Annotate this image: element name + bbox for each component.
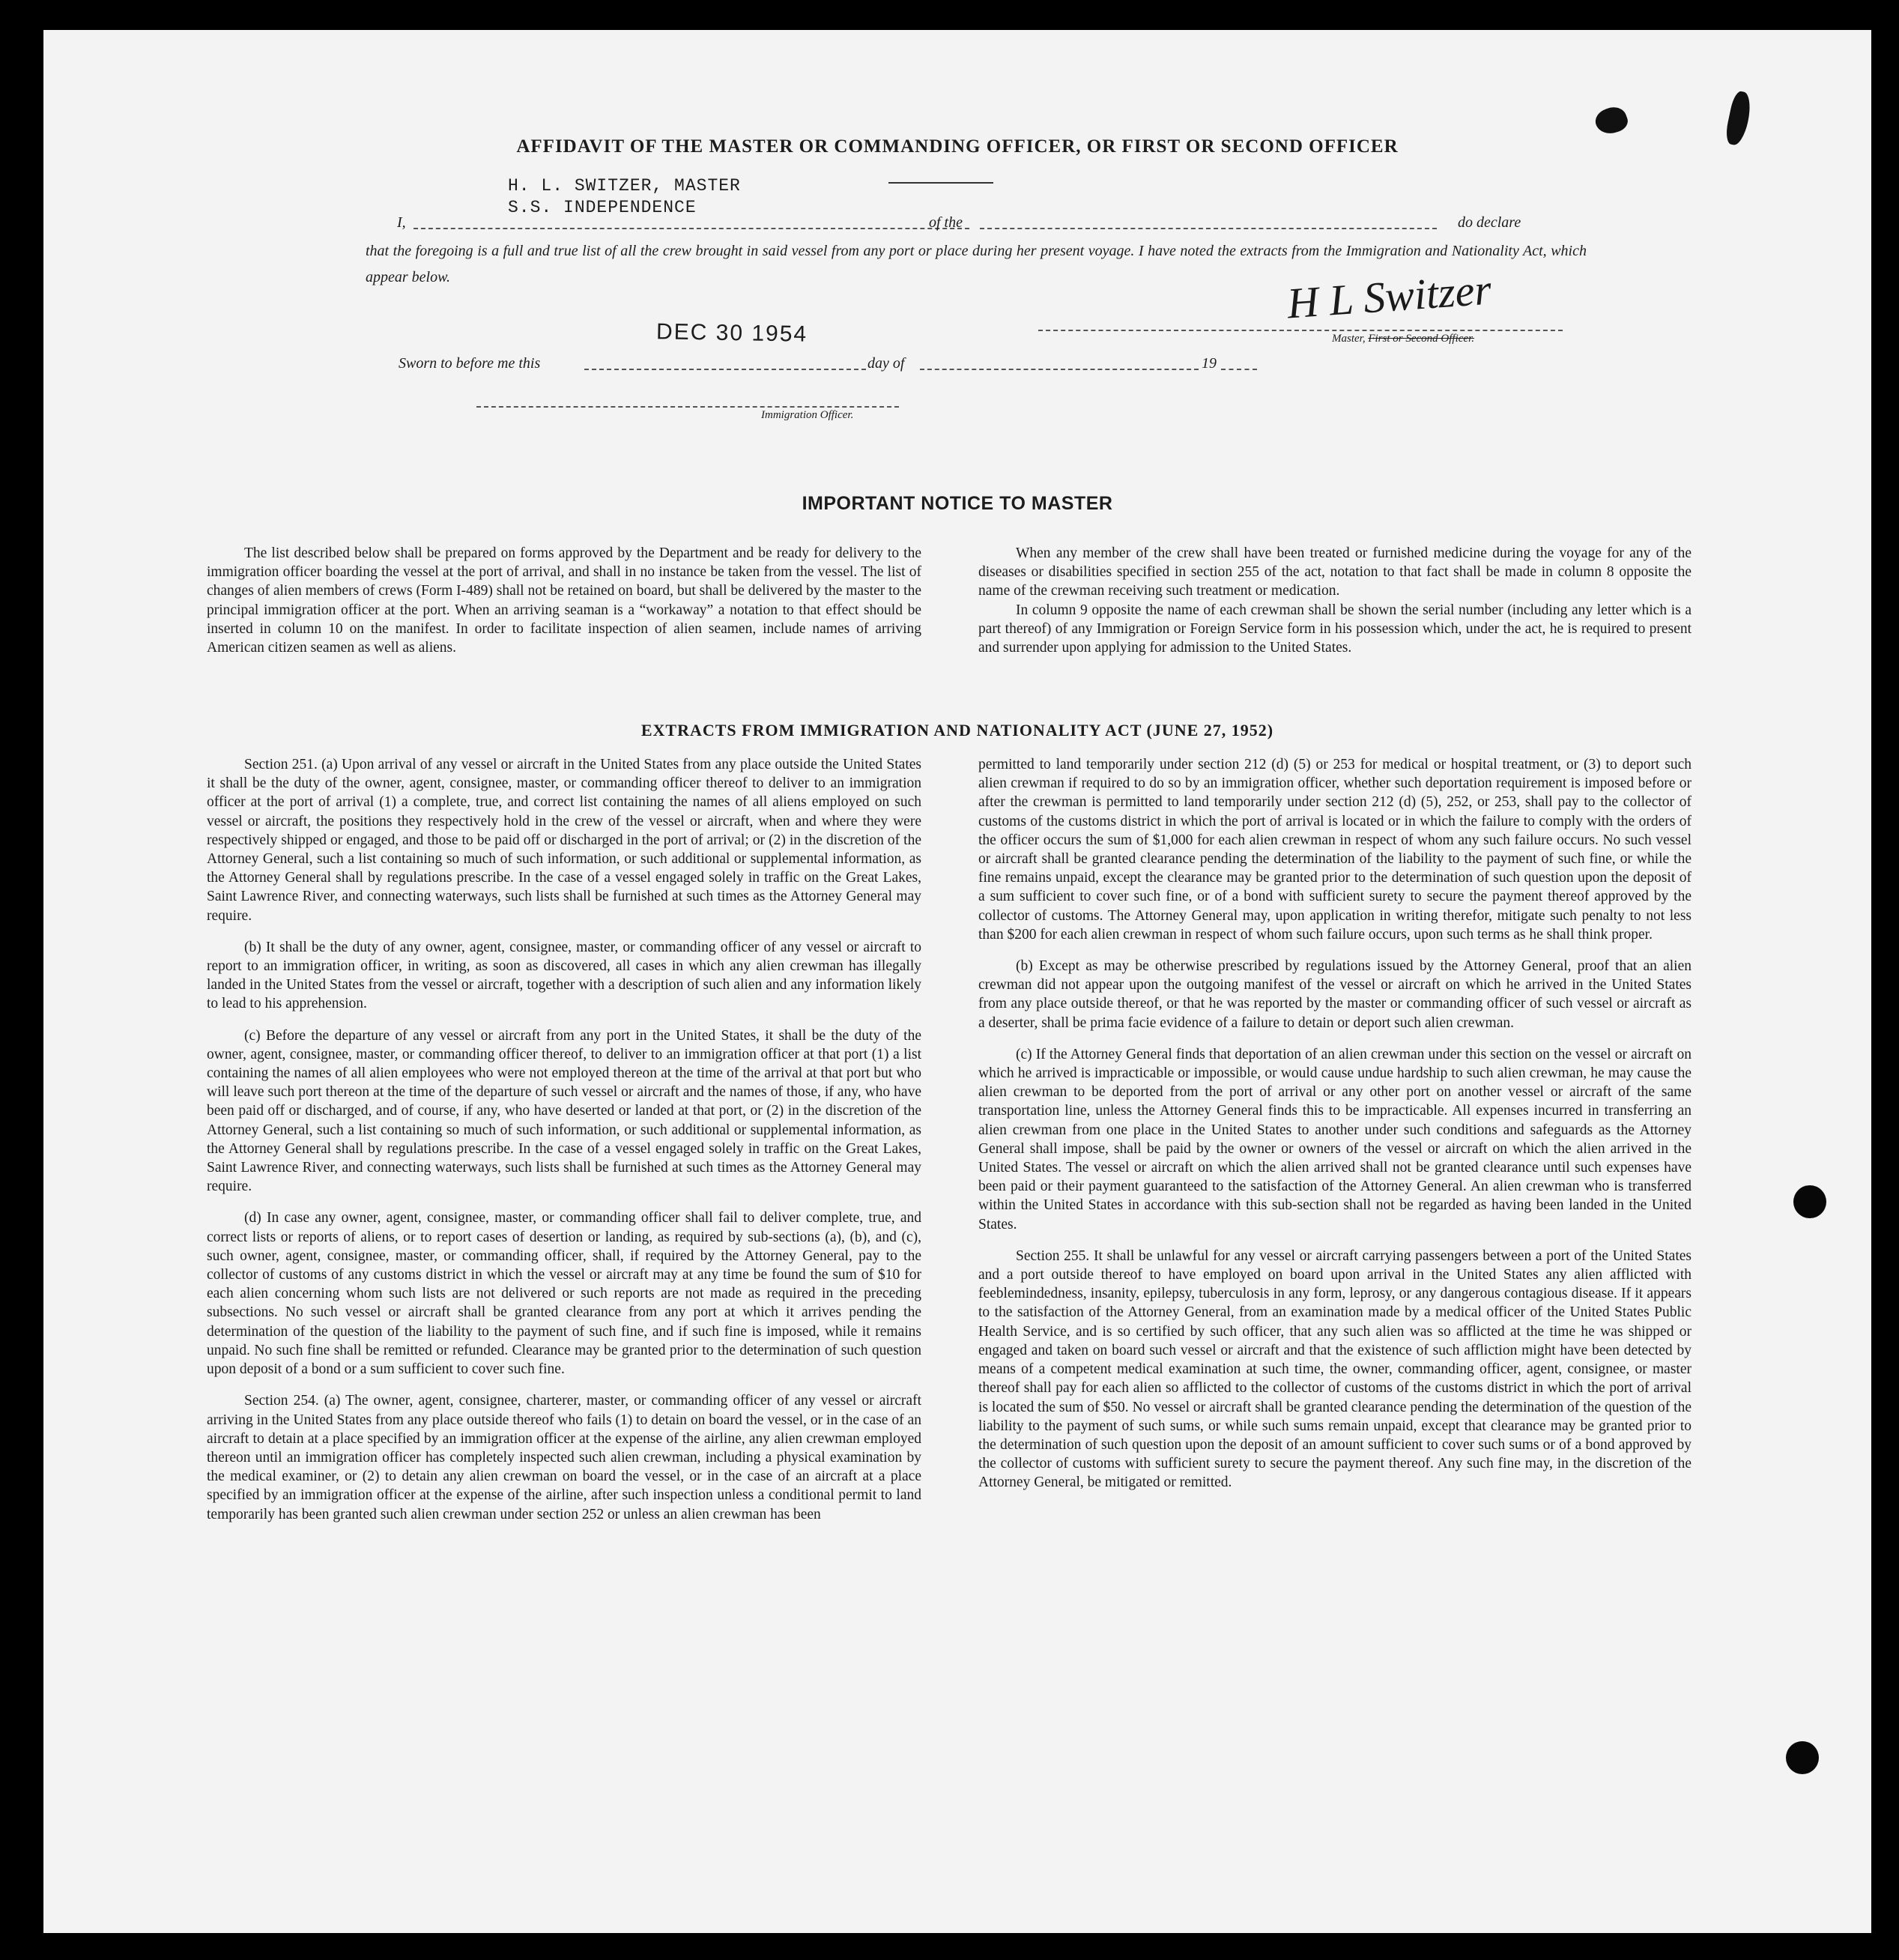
notice-paragraph: When any member of the crew shall have been treated or furnished medicine during the voyage for any of the diseases or disabilities specified in section 255 of the act, notation to that fact shall be made in column 8 opposite the name of the crewman receiving such treatment or medication. bbox=[978, 545, 1691, 599]
notice-left-column bbox=[207, 544, 921, 670]
date-stamp: DEC 30 1954 bbox=[655, 319, 808, 347]
act-section: (c) If the Attorney General finds that deportation of an alien crewman under this section on the vessel or aircraft on which he arrived is impracticable or impossible, or would cause undue hardship to such alien crewman, he may cause the alien crewman to be deported from the port of arrival or any other port on another vessel or aircraft of the same transportation line, unless the Attorney General finds this to be impracticable. All expenses incurred in transferring an alien crewman from one place in the United States to another under such conditions and safeguards as the Attorney General shall impose, shall be paid by the owner or owners of the vessel or aircraft on which the alien arrived in the United States. The vessel or aircraft on which the alien arrived shall not be granted clearance until such expenses have been paid or their payment guaranteed to the satisfaction of the Attorney General. An alien crewman who is transferred within the United States in accordance with this sub-section shall not be regarded as having been landed in the United States. bbox=[978, 1046, 1691, 1232]
extracts-right-column bbox=[978, 755, 1691, 1505]
master-label: Master, bbox=[1332, 333, 1366, 345]
act-section: Section 255. It shall be unlawful for any vessel or aircraft carrying passengers between a port of the United States and a port outside thereof to have employed on board upon arrival in the United States any alien afflicted with feeblemindedness, insanity, epilepsy, tuberculosis in any form, leprosy, or any dangerous contagious disease. If it appears to the satisfaction of the Attorney General, from an examination made by a medical officer of the United States Public Health Service, and is so certified by such officer, that any such alien was so afflicted at the time he was shipped or engaged and taken on board such vessel or aircraft and that the existence of such affliction might have been detected by means of a competent medical examination at such time, the owner, commanding officer, agent, consignee, or master thereof shall pay for each alien so afflicted to the collector of customs of the customs district in which the port of arrival is located the sum of $50. No vessel or aircraft shall be granted clearance pending the determination of the question of the liability to the payment of such sums, or while such sums remain unpaid, except that clearance may be granted prior to the determination of such question upon the deposit of an amount sufficient to cover such sums or of a bond approved by the collector of customs with sufficient surety to secure the payment thereof. Any such fine may, in the discretion of the Attorney General, be mitigated or remitted. bbox=[978, 1247, 1691, 1491]
struck-officer-label: First or Second Officer. bbox=[1368, 333, 1474, 345]
name-blank bbox=[414, 228, 969, 229]
typed-master-name: H. L. SWITZER, MASTER bbox=[508, 176, 741, 196]
master-signature: H L Switzer bbox=[1285, 264, 1493, 328]
officer-signature-line bbox=[476, 406, 899, 408]
act-section: permitted to land temporarily under section 212 (d) (5) or 253 for medical or hospital treatment, or (3) to deport such alien crewman if required to do so by an immigration officer, whether such deportation requirement is imposed before or after the crewman is permitted to land temporarily under section 212 (d) (5), 252, or 253, shall pay to the collector of customs of the customs district in which the port of arrival is located or in which the failure to comply with the orders of the officer occurs the sum of $1,000 for each alien crewman in respect of whom any such failure occurs. No such vessel or aircraft shall be granted clearance pending the determination of the liability to the payment of such fine, or while the fine remains unpaid, except the clearance may be granted prior to the determination of such question upon the deposit of a sum sufficient to cover such fine, or of a bond with sufficient surety to secure the payment thereof approved by the collector of customs. The Attorney General may, upon application in writing therefor, mitigate such penalty to not less than $200 for each alien crewman in respect of whom such failure occurs, upon such terms as he shall think proper. bbox=[978, 757, 1691, 943]
act-section: Section 251. (a) Upon arrival of any vessel or aircraft in the United States from any place outside the United States it shall be the duty of the owner, agent, consignee, master, or commanding officer thereof to deliver to an immigration officer at the port of arrival (1) a complete, true, and correct list containing the names of all aliens employed on such vessel or aircraft, the positions they respectively hold in the crew of the vessel or aircraft, when and where they were respectively shipped or engaged, and those to be paid off or discharged in the port of arrival; or (2) in the discretion of the Attorney General, such a list containing so much of such information, or such additional or supplemental information, as the Attorney General shall by regulations prescribe. In the case of a vessel engaged solely in traffic on the Great Lakes, Saint Lawrence River, and connecting waterways, such lists shall be furnished at such times as the Attorney General may require. bbox=[207, 757, 921, 924]
affidavit-title: AFFIDAVIT OF THE MASTER OR COMMANDING OFFICER, OR FIRST OR SECOND OFFICER bbox=[516, 136, 1399, 157]
notice-right-column bbox=[978, 544, 1691, 670]
line-i-label: I, bbox=[397, 214, 406, 231]
act-section: (c) Before the departure of any vessel or aircraft from any port in the United States, it shall be the duty of the owner, agent, consignee, master, or commanding officer thereof, to deliver to an immigration officer at that port (1) a list containing the names of all alien employees who were not employed thereon at the time of the arrival at that port but who will leave such port thereon at the time of the departure of such vessel or aircraft and the names of those, if any, who have been paid off or discharged, and of course, if any, who have deserted or landed at that port, or (2) in the discretion of the Attorney General, such a list containing so much of such information, or such additional or supplemental information, as the Attorney General shall by regulations prescribe. In the case of a vessel engaged solely in traffic on the Great Lakes, Saint Lawrence River, and connecting waterways, such lists shall be furnished at such times as the Attorney General may require. bbox=[207, 1027, 921, 1195]
signature-caption bbox=[1332, 333, 1474, 345]
notice-title: IMPORTANT NOTICE TO MASTER bbox=[802, 493, 1113, 514]
act-section: (d) In case any owner, agent, consignee, master, or commanding officer shall fail to deliver complete, true, and correct lists or reports of aliens, or to report cases of desertion or landing, as required by sub-sections (a), (b), and (c), such owner, agent, consignee, master, or commanding officer, shall, if required by the Attorney General, pay to the collector of customs of any customs district in which the vessel or aircraft may at any time be found the sum of $10 for each alien concerning whom such lists are not delivered or such reports are not made as required in the preceding subsections. No such vessel or aircraft shall be granted clearance from any port at which it arrives pending the determination of the question of the liability to the payment of such fine, and if such fine is imposed, while it remains unpaid. No such fine shall be remitted or refunded. Clearance may be granted prior to the determination of such question upon deposit of a bond or a sum sufficient to cover such fine. bbox=[207, 1210, 921, 1378]
officer-label: Immigration Officer. bbox=[761, 409, 854, 421]
sworn-month-blank bbox=[920, 369, 1199, 370]
do-declare-label: do declare bbox=[1458, 214, 1521, 231]
title-rule bbox=[888, 182, 993, 184]
sworn-day-blank bbox=[584, 369, 866, 370]
ink-blot bbox=[1592, 103, 1630, 138]
document-page bbox=[43, 30, 1871, 1933]
punch-hole bbox=[1793, 1185, 1826, 1218]
sworn-label: Sworn to before me this bbox=[399, 355, 541, 372]
act-section: Section 254. (a) The owner, agent, consignee, charterer, master, or commanding officer of any vessel or aircraft arriving in the United States from any place outside thereof who fails (1) to detain on board the vessel, or in the case of an aircraft to detain at a place specified by an immigration officer at the expense of the airline, any alien crewman employed thereon until an immigration officer has completely inspected such alien crewman, including a physical examination by the medical examiner, or (2) to detain any alien crewman on board the vessel, or in the case of an aircraft at a place specified by an immigration officer at the expense of the airline, after such inspection unless a conditional permit to land temporarily has been granted such alien crewman under section 252 or unless an alien crewman has been bbox=[207, 1393, 921, 1522]
punch-hole bbox=[1786, 1741, 1819, 1774]
typed-vessel-name: S.S. INDEPENDENCE bbox=[508, 198, 697, 217]
act-section: (b) Except as may be otherwise prescribed by regulations issued by the Attorney General, proof that an alien crewman did not appear upon the outgoing manifest of the vessel or aircraft on which he arrived in the United States from any place outside thereof, or that he was reported by the master or commanding officer of such vessel or aircraft as a deserter, shall be prima facie evidence of a failure to detain or deport such alien crewman. bbox=[978, 958, 1691, 1031]
year-blank bbox=[1221, 369, 1257, 370]
of-the-label: of the bbox=[929, 214, 963, 231]
extracts-left-column bbox=[207, 755, 921, 1537]
act-section: (b) It shall be the duty of any owner, agent, consignee, master, or commanding officer of any vessel or aircraft to report to an immigration officer, in writing, as soon as discovered, all cases in which any alien crewman has illegally landed in the United States from the vessel or aircraft, together with a description of such alien and any information likely to lead to his apprehension. bbox=[207, 939, 921, 1012]
notice-paragraph: In column 9 opposite the name of each crewman shall be shown the serial number (including any letter which is a part thereof) of any Immigration or Foreign Service form in his possession which, under the act, he is required to present and surrender upon applying for admission to the United States. bbox=[978, 602, 1691, 656]
declaration-text: that the foregoing is a full and true list of all the crew brought in said vessel from any port or place during her present voyage. I have noted the extracts from the Immigration and Nationality Act, which appear below. bbox=[366, 243, 1587, 285]
extracts-title: EXTRACTS FROM IMMIGRATION AND NATIONALITY ACT (JUNE 27, 1952) bbox=[640, 721, 1274, 739]
vessel-blank bbox=[980, 228, 1437, 229]
notice-paragraph: The list described below shall be prepared on forms approved by the Department and be ready for delivery to the immigration officer boarding the vessel at the port of arrival, and shall in no instance be taken from the vessel. The list of changes of alien members of crews (Form I-489) shall not be retained on board, but shall be delivered by the master to the principal immigration officer at the port. When an arriving seaman is a “workaway” a notation to that effect should be inserted in column 10 on the manifest. In order to facilitate inspection of alien seamen, include names of arriving American citizen seamen as well as aliens. bbox=[207, 545, 921, 656]
year-prefix: 19 bbox=[1202, 355, 1217, 372]
day-of-label: day of bbox=[867, 355, 905, 372]
signature-line bbox=[1038, 330, 1563, 331]
